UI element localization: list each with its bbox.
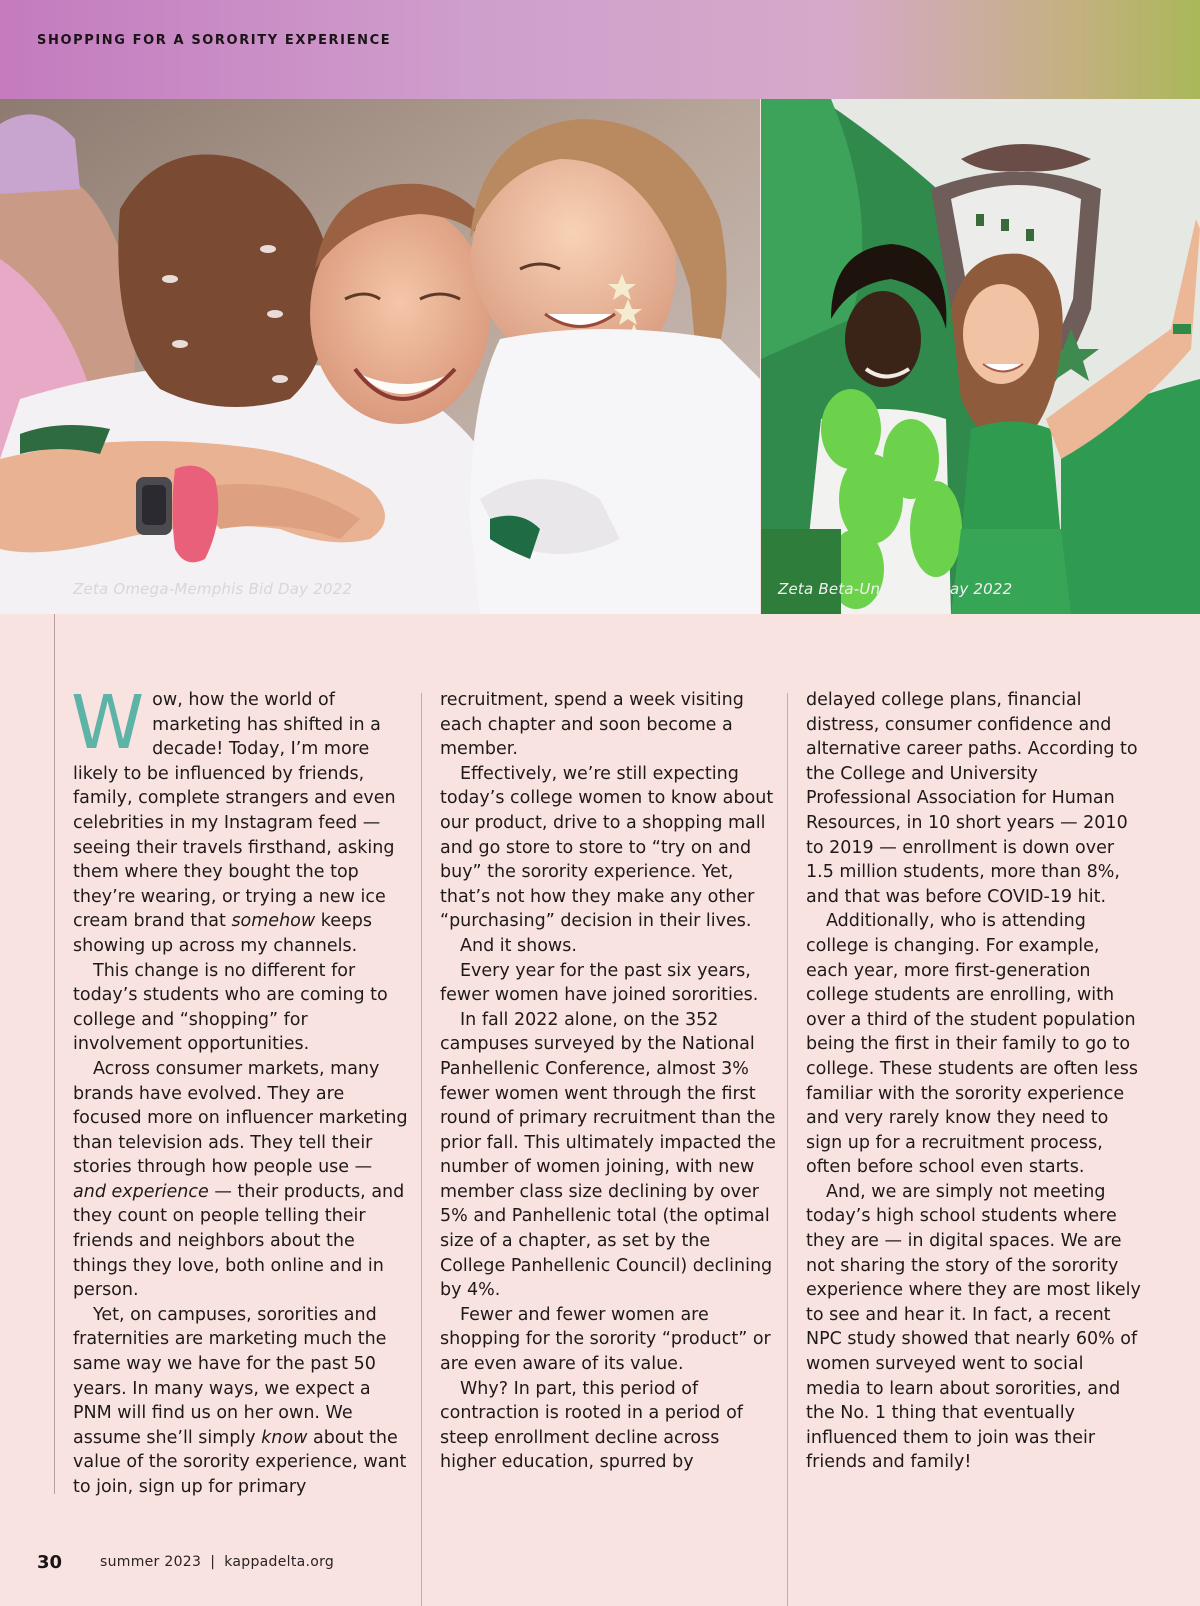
footer-separator: | — [210, 1554, 216, 1570]
photo-caption-left: Zeta Omega-Memphis Bid Day 2022 — [73, 580, 353, 598]
paragraph: Across consumer markets, many brands have evolved. They are focused more on influencer marketing than television ads. They tell their stories through how people use — and experience — their products, and they count on people telling their friends and neighbors about the things they love, both online and in person. — [73, 1058, 408, 1301]
paragraph: recruitment, spend a week visiting each chapter and soon become a member. — [440, 690, 744, 760]
photo-caption-right: Zeta Beta-Union Bid Day 2022 — [778, 580, 1013, 598]
paragraph: Effectively, we’re still expecting today’s college women to know about our product, drive to a shopping mall and go store to store to “try on and buy” the sorority experience. Yet, that’s not how they make any other “purchasing” decision in their lives. — [440, 763, 774, 932]
paragraph: And, we are simply not meeting today’s high school students where they are — in digital spaces. We are not sharing the story of the sorority experience where they are most likely to see and hear it. In fact, a recent NPC study showed that nearly 60% of women surveyed went to social media to learn about sororities, and the No. 1 thing that eventually influenced them to join was their friends and family! — [806, 1181, 1141, 1473]
page-number: 30 — [37, 1552, 63, 1573]
section-label: SHOPPING FOR A SORORITY EXPERIENCE — [37, 33, 392, 48]
column-divider — [421, 693, 422, 1606]
article-column-2 — [440, 688, 776, 1475]
paragraph: Fewer and fewer women are shopping for the sorority “product” or are even aware of its value. — [440, 1304, 771, 1375]
site-link[interactable]: kappadelta.org — [224, 1554, 335, 1570]
paragraph: And it shows. — [460, 935, 577, 956]
article-column-3 — [806, 688, 1142, 1475]
drop-cap: W — [71, 680, 145, 766]
left-margin-rule — [54, 614, 55, 1494]
issue-label: summer 2023 — [100, 1554, 202, 1570]
header-band — [0, 0, 1200, 99]
paragraph: Wow, how the world of marketing has shifted in a decade! Today, I’m more likely to be influenced by friends, family, complete strangers and even celebrities in my Instagram feed — seeing their travels firsthand, asking them where they bought the top they’re wearing, or trying a new ice cream brand that somehow keeps showing up across my channels. — [71, 680, 396, 956]
column-divider — [787, 693, 788, 1606]
paragraph: Why? In part, this period of contraction is rooted in a period of steep enrollment decline across higher education, spurred by — [440, 1378, 743, 1473]
photo-hug — [0, 99, 760, 614]
paragraph: This change is no different for today’s students who are coming to college and “shopping” for involvement opportunities. — [73, 960, 388, 1055]
paragraph: Additionally, who is attending college is changing. For example, each year, more first-generation college students are enrolling, with over a third of the student population being the first in their family to go to college. These students are often less familiar with the sorority experience and very rarely know they need to sign up for a recruitment process, often before school even starts. — [806, 911, 1138, 1178]
paragraph: Every year for the past six years, fewer women have joined sororities. — [440, 960, 759, 1006]
paragraph: Yet, on campuses, sororities and fraternities are marketing much the same way we have for the past 50 years. In many ways, we expect a PNM will find us on her own. We assume she’ll simply know about the value of the sorority experience, want to join, sign up for primary — [73, 1304, 407, 1497]
article-column-1 — [71, 680, 408, 1500]
footer-meta — [100, 1554, 334, 1570]
photo-flag — [761, 99, 1200, 614]
paragraph: delayed college plans, financial distress, consumer confidence and alternative career paths. According to the College and University Professional Association for Human Resources, in 10 short years — 2010 to 2019 — enrollment is down over 1.5 million students, more than 8%, and that was before COVID-19 hit. — [806, 690, 1138, 907]
paragraph: In fall 2022 alone, on the 352 campuses surveyed by the National Panhellenic Conference, almost 3% fewer women went through the first round of primary recruitment than the prior fall. This ultimately impacted the number of women joining, with new member class size declining by over 5% and Panhellenic total (the optimal size of a chapter, as set by the College Panhellenic Council) declining by 4%. — [440, 1009, 776, 1301]
